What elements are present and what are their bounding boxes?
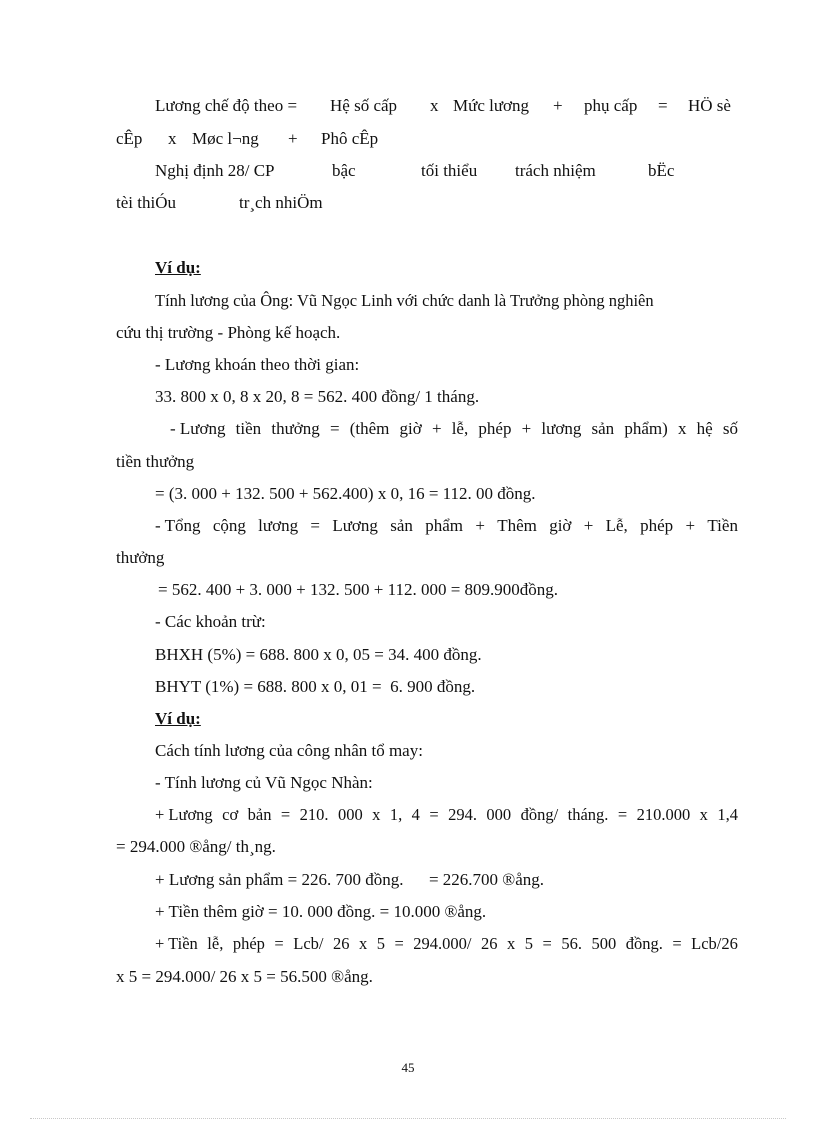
word: =: [280, 805, 291, 824]
word: Lcb/26: [691, 934, 738, 953]
word: giờ: [549, 516, 572, 535]
formula-term: x: [168, 129, 177, 148]
formula-term: HÖ sè: [688, 96, 731, 115]
formula-term: tối thiểu: [421, 161, 478, 180]
paragraph-line: BHXH (5%) = 688. 800 x 0, 05 = 34. 400 đồng.: [155, 645, 482, 664]
word: - Tổng: [155, 516, 201, 535]
word: cơ: [222, 805, 239, 824]
word: phép: [640, 516, 674, 535]
word: 294.000/: [413, 934, 472, 953]
formula-term: Møc l¬ng: [192, 129, 259, 148]
word: Thêm: [497, 516, 537, 535]
word: 000: [486, 805, 512, 824]
word: =: [617, 805, 628, 824]
word: 5: [524, 934, 534, 953]
word: +: [431, 419, 442, 438]
paragraph-line: Cách tính lương của công nhân tổ may:: [155, 741, 423, 760]
word: 1,4: [717, 805, 738, 824]
justified-line: [170, 418, 738, 440]
paragraph-line: BHYT (1%) = 688. 800 x 0, 01 = 6. 900 đồng.: [155, 677, 476, 696]
example-2-heading: Ví dụ:: [155, 709, 201, 728]
word: tiền: [235, 419, 262, 438]
word: lương: [541, 419, 582, 438]
page-bottom-rule: [30, 1118, 786, 1119]
word: =: [274, 934, 284, 953]
paragraph-line: Tính lương của Ông: Vũ Ngọc Linh với chức danh là Trưởng phòng nghiên: [155, 291, 654, 310]
word: x: [699, 805, 708, 824]
justified-line: [155, 804, 738, 826]
word: 500: [591, 934, 617, 953]
formula-term: Mức lương: [453, 96, 530, 115]
formula-term: trách nhiệm: [515, 161, 596, 180]
word: Lễ,: [605, 516, 628, 535]
word: số: [722, 419, 738, 438]
word: x: [372, 805, 381, 824]
paragraph-line: x 5 = 294.000/ 26 x 5 = 56.500 ®ång.: [116, 967, 373, 986]
formula-term: Lương chế độ theo =: [155, 96, 298, 115]
word: giờ: [399, 419, 422, 438]
word: 5: [376, 934, 385, 953]
word: +: [583, 516, 594, 535]
paragraph-line: = 562. 400 + 3. 000 + 132. 500 + 112. 000 = 809.900đồng.: [158, 580, 559, 599]
paragraph-line: + Tiền thêm giờ = 10. 000 đồng. = 10.000 ®ång.: [155, 902, 487, 921]
paragraph-line: cứu thị trường - Phòng kế hoạch.: [116, 323, 341, 342]
word: +: [685, 516, 696, 535]
justified-line: [155, 933, 738, 955]
paragraph-line: + Lương sản phẩm = 226. 700 đồng. = 226.700 ®ång.: [155, 870, 544, 889]
formula-term: +: [553, 96, 563, 115]
formula-term: bËc: [648, 161, 675, 180]
formula-term: Phô cÊp: [321, 129, 379, 148]
word: 210.: [299, 805, 329, 824]
word: 4: [411, 805, 420, 824]
word: =: [394, 934, 404, 953]
page-number: 45: [401, 1060, 415, 1075]
word: +: [521, 419, 532, 438]
paragraph-line: = (3. 000 + 132. 500 + 562.400) x 0, 16 = 112. 00 đồng.: [155, 484, 536, 503]
paragraph-line: thưởng: [116, 548, 165, 567]
word: - Lương: [170, 419, 226, 438]
word: cộng: [212, 516, 246, 535]
word: x: [358, 934, 368, 953]
word: 210.000: [636, 805, 691, 824]
formula-term: tr¸ch nhiÖm: [239, 193, 323, 212]
formula-term: tèi thiÓu: [116, 193, 176, 212]
word: lương: [258, 516, 299, 535]
word: x: [507, 934, 516, 953]
word: + Tiền: [155, 934, 198, 953]
word: =: [429, 805, 439, 824]
word: tháng.: [567, 805, 609, 824]
word: +: [475, 516, 485, 535]
word: 26: [481, 934, 498, 953]
formula-term: =: [658, 96, 668, 115]
word: sản: [591, 419, 615, 438]
word: 26: [332, 934, 350, 953]
word: sản: [390, 516, 413, 535]
word: =: [329, 419, 340, 438]
word: phẩm): [624, 419, 668, 438]
word: Lương: [332, 516, 378, 535]
word: phẩm: [425, 516, 463, 535]
word: lễ,: [207, 934, 224, 953]
word: thưởng: [271, 419, 320, 438]
word: 1,: [389, 805, 403, 824]
word: 56.: [561, 934, 582, 953]
paragraph-line: - Các khoản trừ:: [155, 612, 266, 631]
formula-term: +: [288, 129, 298, 148]
word: hệ: [696, 419, 713, 438]
word: bản: [247, 805, 272, 824]
word: đồng/: [520, 805, 559, 824]
word: =: [672, 934, 682, 953]
word: 000: [337, 805, 363, 824]
word: (thêm: [349, 419, 390, 438]
paragraph-line: - Lương khoán theo thời gian:: [155, 355, 360, 374]
word: lễ,: [451, 419, 469, 438]
word: + Lương: [155, 805, 213, 824]
word: đồng.: [625, 934, 663, 953]
formula-term: Nghị định 28/ CP: [155, 161, 275, 180]
word: 294.: [448, 805, 477, 824]
formula-term: cÊp: [116, 129, 143, 148]
word: phép: [478, 419, 512, 438]
formula-term: x: [430, 96, 439, 115]
paragraph-line: = 294.000 ®ång/ th¸ng.: [116, 837, 276, 856]
word: Tiền: [707, 516, 738, 535]
paragraph-line: 33. 800 x 0, 8 x 20, 8 = 562. 400 đồng/ 1 tháng.: [155, 387, 480, 406]
word: Lcb/: [293, 934, 324, 953]
word: phép: [232, 934, 265, 953]
paragraph-line: - Tính lương củ Vũ Ngọc Nhàn:: [155, 773, 373, 792]
justified-line: [155, 515, 738, 537]
word: =: [542, 934, 552, 953]
formula-term: bậc: [332, 161, 356, 180]
formula-term: Hệ số cấp: [330, 96, 398, 115]
formula-term: phụ cấp: [584, 96, 638, 115]
word: =: [310, 516, 321, 535]
example-1-heading: Ví dụ:: [155, 258, 201, 277]
paragraph-line: tiền thưởng: [116, 452, 195, 471]
word: x: [677, 419, 687, 438]
